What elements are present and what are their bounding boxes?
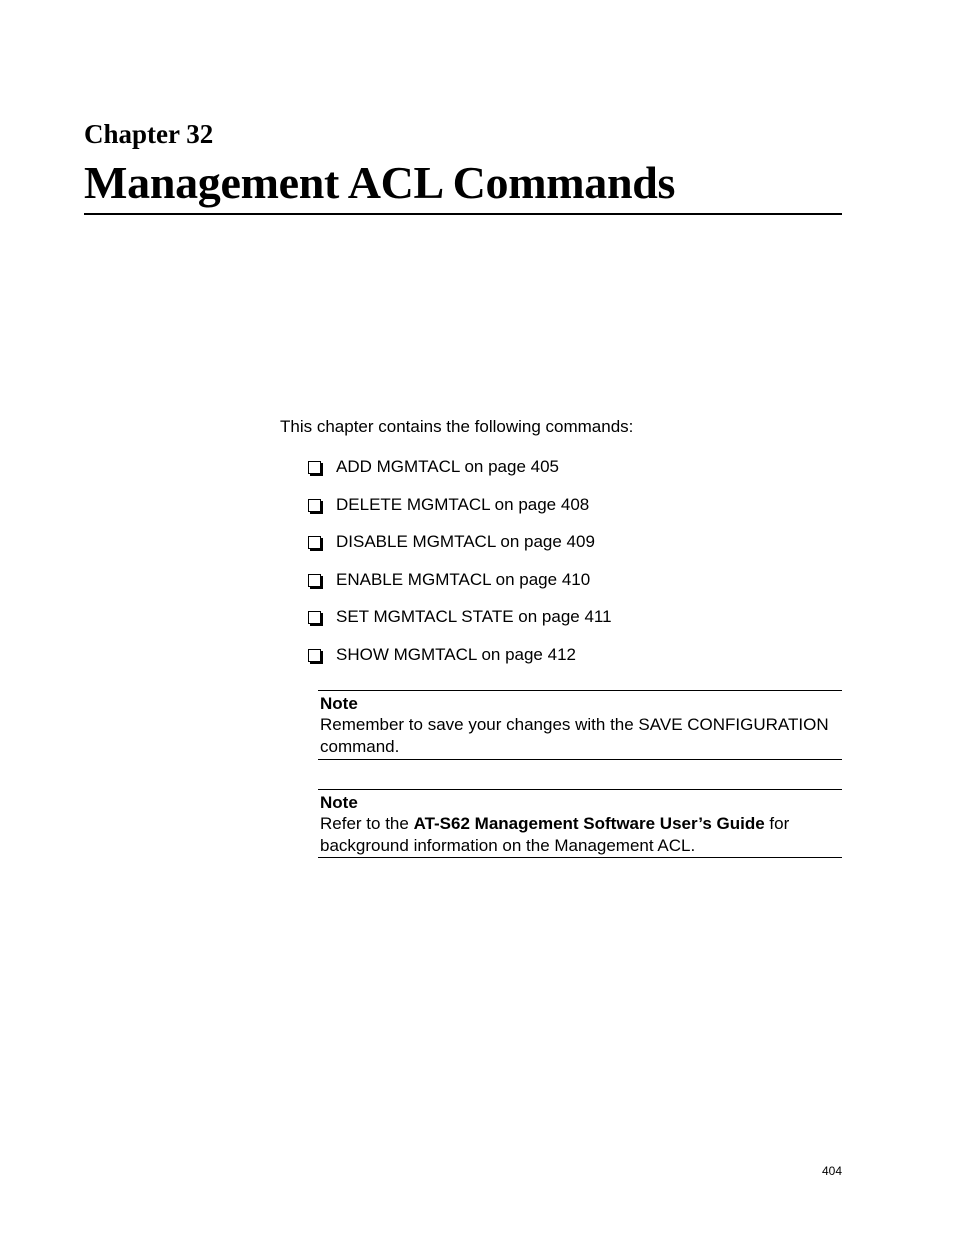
note-line: Remember to save your changes with the SAVE CONFIGURATION <box>320 715 829 734</box>
note-line: background information on the Management ACL. <box>320 836 696 855</box>
command-list <box>308 456 612 681</box>
note-body <box>320 714 842 758</box>
note-text-prefix: Refer to the <box>320 814 414 833</box>
command-link-enable[interactable]: ENABLE MGMTACL on page 410 <box>336 569 591 589</box>
command-link-set-state[interactable]: SET MGMTACL STATE on page 411 <box>336 607 612 626</box>
note-line: command. <box>320 737 400 756</box>
chapter-title: Management ACL Commands <box>84 157 676 208</box>
checkbox-square-icon <box>308 574 321 587</box>
command-link-disable[interactable]: DISABLE MGMTACL on page 409 <box>336 532 595 551</box>
guide-title: AT-S62 Management Software User’s Guide <box>413 814 765 833</box>
note-heading: Note <box>320 694 358 713</box>
title-rule <box>84 213 842 215</box>
checkbox-square-icon <box>308 499 321 512</box>
note-box-save <box>318 690 842 760</box>
list-item <box>308 531 612 569</box>
command-link-delete[interactable]: DELETE MGMTACL on page 408 <box>336 494 590 514</box>
checkbox-square-icon <box>308 649 321 662</box>
note-text-suffix: for <box>764 814 790 833</box>
checkbox-square-icon <box>308 536 321 549</box>
list-item <box>308 606 612 644</box>
command-link-show[interactable]: SHOW MGMTACL on page 412 <box>336 644 576 664</box>
checkbox-square-icon <box>308 611 321 624</box>
page-number: 404 <box>821 1164 842 1178</box>
note-heading: Note <box>320 793 358 812</box>
note-body <box>320 813 842 857</box>
list-item <box>308 569 612 607</box>
list-item <box>308 456 612 494</box>
intro-text: This chapter contains the following commands: <box>280 417 634 436</box>
checkbox-square-icon <box>308 461 321 474</box>
list-item <box>308 644 612 682</box>
list-item <box>308 494 612 532</box>
note-box-guide <box>318 789 842 858</box>
command-link-add[interactable]: ADD MGMTACL on page 405 <box>336 457 559 476</box>
chapter-label: Chapter 32 <box>84 119 214 149</box>
